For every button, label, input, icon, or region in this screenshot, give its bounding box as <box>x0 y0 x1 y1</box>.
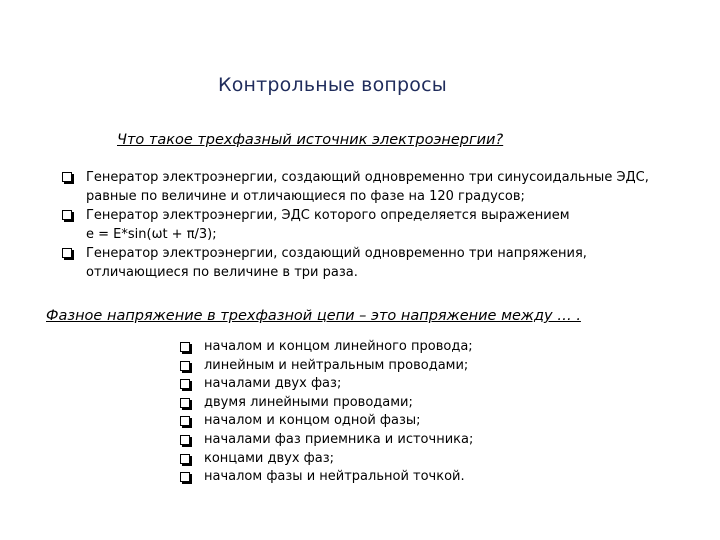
checkbox-square-icon <box>180 398 190 408</box>
option-text: началом фазы и нейтральной точкой. <box>204 469 465 485</box>
option-line: равные по величине и отличающиеся по фазе на 120 градусов; <box>86 189 525 204</box>
question-2-option <box>180 431 473 450</box>
checkbox-square-icon <box>180 472 190 482</box>
question-1-options <box>62 168 702 282</box>
page-title: Контрольные вопросы <box>218 74 447 96</box>
option-line: Генератор электроэнергии, создающий одновременно три напряжения, <box>86 246 587 261</box>
question-1-text: Что такое трехфазный источник электроэнергии? <box>117 132 504 148</box>
question-1-option-2 <box>62 206 702 244</box>
checkbox-square-icon <box>180 342 190 352</box>
checkbox-square-icon <box>180 379 190 389</box>
question-2-option <box>180 468 473 487</box>
checkbox-square-icon <box>62 172 72 182</box>
question-2-options <box>180 338 473 487</box>
question-2-option <box>180 375 473 394</box>
option-text: двумя линейными проводами; <box>204 394 413 410</box>
option-line: e = E*sin(ωt + π/3); <box>86 227 217 242</box>
option-line: отличающиеся по величине в три раза. <box>86 265 358 280</box>
question-1-option-1 <box>62 168 702 206</box>
option-text: началом и концом линейного провода; <box>204 339 473 354</box>
question-1-option-3 <box>62 244 702 282</box>
question-2-option <box>180 338 473 357</box>
question-2-option <box>180 450 473 469</box>
option-text: линейным и нейтральным проводами; <box>204 357 469 373</box>
checkbox-square-icon <box>180 361 190 371</box>
question-2-option <box>180 394 473 413</box>
option-text: началом и концом одной фазы; <box>204 413 421 429</box>
option-line: Генератор электроэнергии, ЭДС которого определяется выражением <box>86 208 570 223</box>
option-line: Генератор электроэнергии, создающий одновременно три синусоидальные ЭДС, <box>86 170 649 185</box>
checkbox-square-icon <box>180 454 190 464</box>
checkbox-square-icon <box>62 210 72 220</box>
option-text: началами двух фаз; <box>204 376 342 392</box>
checkbox-square-icon <box>62 248 72 258</box>
question-2-option <box>180 412 473 431</box>
question-2-option <box>180 357 473 376</box>
option-text: началами фаз приемника и источника; <box>204 431 474 447</box>
question-2-text: Фазное напряжение в трехфазной цепи – это напряжение между … . <box>46 308 581 324</box>
option-text: концами двух фаз; <box>204 450 335 466</box>
checkbox-square-icon <box>180 416 190 426</box>
checkbox-square-icon <box>180 435 190 445</box>
